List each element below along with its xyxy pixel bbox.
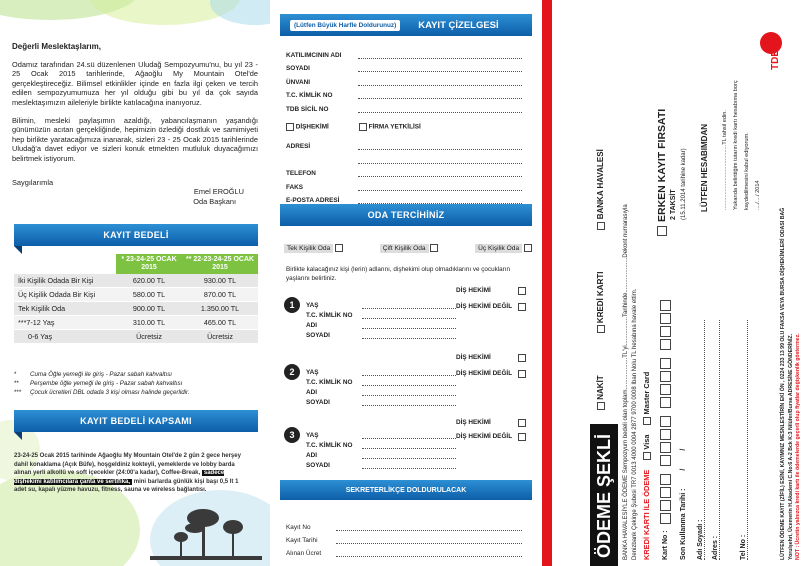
card-payment: KREDİ KARTI İLE ÖDEME Visa Master Card — [642, 371, 652, 560]
dentist-checkbox[interactable] — [286, 123, 294, 131]
room-header — [280, 204, 532, 226]
companion-nondentist-checkbox[interactable] — [518, 433, 526, 441]
bank-text: BANKA HAVALESİYLE ÖDEME Sempozyum bedeli olan toplam...................TL'yi.................Tarihinde.....................Dekont numarasıyla Denizbank Çekirge Şubesi TR7 0013 4000 0004 2877 9700 0008 Iban Nolu TL hesabına havale ettim. — [623, 204, 638, 560]
card-digit-box[interactable] — [660, 513, 671, 524]
registration-title: KAYIT ÇİZELGESİ — [418, 19, 499, 31]
companion-surname-field[interactable] — [362, 460, 456, 469]
leaf-decoration — [210, 0, 270, 25]
registration-note: (Lütfen Büyük Harfle Doldurunuz) — [290, 20, 400, 31]
phone-field[interactable] — [358, 168, 522, 177]
companion-name-field[interactable] — [362, 450, 456, 459]
card-digit-box[interactable] — [660, 500, 671, 511]
scope-title: KAYIT BEDELİ KAPSAMI — [80, 416, 192, 426]
companion-age-field[interactable] — [362, 367, 456, 376]
card-digit-box[interactable] — [660, 416, 671, 427]
firm-checkbox[interactable] — [359, 123, 367, 131]
tdb-logo — [756, 30, 798, 68]
card-digit-box[interactable] — [660, 455, 671, 466]
companion-nondentist-checkbox[interactable] — [518, 370, 526, 378]
tc-id-field[interactable] — [358, 90, 522, 99]
triple-room-checkbox[interactable] — [524, 244, 532, 252]
payment-methods: NAKİT KREDİ KARTI BANKA HAVALESİ — [596, 15, 605, 410]
authorization-text: ..........................................TL tahsil edin. Yukarıda belirttiğim tutarın kredi kartı hesabıma borç kaydedilmesini kabul ediyorum. ..../..../ 2014 — [722, 80, 761, 210]
fax-field[interactable] — [358, 182, 522, 191]
early-registration: ERKEN KAYIT FIRSATI — [656, 6, 668, 236]
card-digit-box[interactable] — [660, 397, 671, 408]
companion-id-field[interactable] — [362, 440, 456, 449]
price-col-2: ** 22-23-24-25 OCAK 2015 — [182, 254, 258, 274]
companion-dentist-checkbox[interactable] — [518, 287, 526, 295]
card-digit-box[interactable] — [660, 326, 671, 337]
reg-no-field[interactable] — [336, 522, 522, 531]
companion-surname-field[interactable] — [362, 397, 456, 406]
secretariat-header — [280, 480, 532, 500]
card-digit-box[interactable] — [660, 384, 671, 395]
card-digit-box[interactable] — [660, 358, 671, 369]
payment-panel — [542, 0, 812, 566]
price-table — [14, 254, 258, 344]
account-title: LÜTFEN HESABIMDAN — [700, 124, 709, 212]
phone-field[interactable]: Tel No : — [740, 320, 748, 560]
bank-transfer-checkbox[interactable] — [597, 222, 605, 230]
payment-title: ÖDEME ŞEKLİ — [594, 433, 614, 558]
companion-dentist-checkbox[interactable] — [518, 419, 526, 427]
companion-age-field[interactable] — [362, 430, 456, 439]
signer-title: Oda Başkanı — [193, 196, 236, 206]
cardholder-name-field[interactable]: Adı Soyadı : — [697, 320, 705, 560]
registration-panel: (Lütfen Büyük Harfle Doldurunuz) KAYIT ÇİZELGESİ KATILIMCININ ADI SOYADI ÜNVANI T.C. KİMLİK NO TDB SİCİL NO DİŞHEKİMİ FİRMA YETKİLİSİ ADRESİ TELEFON FAKS E-POSTA ADRESİ ODA TERCİHİNİZ Tek Kişilik Oda Çift Kişilik Oda Üç Kişilik Oda Birlikte kalacağınız kişi (lerin) adlarını, dişhekimi olup olmadıklarını ve çocukların yaşlarını belirtiniz. 1 DİŞ HEKİMİ DİŞ HEKİMİ DEĞİL YAŞ T.C. KİMLİK NO ADI SOYADI 2 DİŞ HEKİMİ DİŞ HEKİMİ DEĞİL YAŞ T.C. KİMLİK NO ADI SOYADI 3 DİŞ HEKİMİ DİŞ HEKİMİ DEĞİL YAŞ T.C. KİMLİK NO ADI SOYADI SEKRETERLİKÇE DOLDURULACAK Kayıt No Kayıt Tarihi Alınan Ücret — [270, 0, 542, 566]
secretariat-fields: Kayıt No Kayıt Tarihi Alınan Ücret — [286, 518, 522, 557]
card-digit-box[interactable] — [660, 429, 671, 440]
companion-id-field[interactable] — [362, 377, 456, 386]
room-options: Tek Kişilik Oda Çift Kişilik Oda Üç Kişilik Oda — [284, 244, 532, 252]
credit-card-checkbox[interactable] — [597, 325, 605, 333]
email-field[interactable] — [358, 195, 522, 204]
table-row: İki Kişilik Odada Bir Kişi 620.00 TL 930.00 TL — [14, 274, 258, 288]
welcome-panel — [0, 0, 270, 566]
price-notes: * Cuma Öğle yemeği ile giriş - Pazar sabah kahvaltısı ** Perşembe öğle yemeği ile giriş - Pazar sabah kahvaltısı *** Çocuk ücretleri DBL odada 3 kişi olması halinde geçerlidir. — [14, 371, 190, 396]
companion-nondentist-checkbox[interactable] — [518, 303, 526, 311]
companion-name-field[interactable] — [362, 387, 456, 396]
card-digit-box[interactable] — [660, 371, 671, 382]
card-number-row: Kart No : — [660, 260, 671, 560]
card-digit-box[interactable] — [660, 339, 671, 350]
tdb-registry-field[interactable] — [358, 104, 522, 113]
installments: 2 TAKSİT — [670, 189, 677, 220]
card-digit-box[interactable] — [660, 300, 671, 311]
signer-name: Emel EROĞLU — [193, 187, 244, 197]
secretariat-title: SEKRETERLİKÇE DOLDURULACAK — [345, 486, 467, 494]
visa-checkbox[interactable] — [643, 452, 651, 460]
card-digit-box[interactable] — [660, 442, 671, 453]
early-checkbox[interactable] — [657, 226, 667, 236]
fee-field[interactable] — [336, 548, 522, 557]
table-row: ***7-12 Yaş 310.00 TL 465.00 TL — [14, 316, 258, 330]
companion-name-field[interactable] — [362, 320, 456, 329]
letter-paragraph: Odamız tarafından 24.sü düzenlenen Uludağ Sempozyumu'nu, bu yıl 23 - 25 Ocak 2015 tarihlerinde, Ağaoğlu My Mountain Otel'de gerçekleştireceğiz. Bilimsel etkinlikler içinde en fazla ilgi çeken ve tercih edilen sempozyumumuza her yıl olduğu gibi bu yıl da çok sayıda meslektaşımızın aileleriyle birlikte katılacağına inanıyoruz. — [12, 59, 258, 107]
card-digit-box[interactable] — [660, 313, 671, 324]
table-row: 0-6 Yaş Ücretsiz Ücretsiz — [14, 330, 258, 344]
participant-name-field[interactable] — [358, 50, 522, 59]
card-digit-box[interactable] — [660, 487, 671, 498]
companion-surname-field[interactable] — [362, 330, 456, 339]
red-stripe — [542, 0, 552, 566]
address-field[interactable]: Adres : — [712, 320, 720, 560]
early-note: (15.11.2014 tarihine kadar) — [681, 148, 687, 220]
pricing-header — [14, 224, 258, 246]
registration-form: KATILIMCININ ADI SOYADI ÜNVANI T.C. KİMLİK NO TDB SİCİL NO DİŞHEKİMİ FİRMA YETKİLİSİ ADRESİ TELEFON FAKS E-POSTA ADRESİ — [286, 45, 522, 204]
price-col-1: * 23-24-25 OCAK 2015 — [116, 254, 182, 274]
registration-header — [280, 14, 532, 36]
title-field[interactable] — [358, 77, 522, 86]
room-title: ODA TERCİHİNİZ — [367, 210, 445, 220]
mastercard-checkbox[interactable] — [643, 417, 651, 425]
letter-paragraph: Bilimin, mesleki paylaşımın azaldığı, yabancılaşmanın yaşandığı günümüzün acıtan gerçekliğinde, hepimizin özlediği dostluk ve samimiyeti hep birlikte yaratacağımıza inanarak, sizleri 23 - 25 Ocak 2015 tarihlerinde Uludağ'a davet ediyor ve sizleri konuk etmekten mutluluk duyacağımızı belirtmek istiyorum. — [12, 115, 258, 163]
double-room-checkbox[interactable] — [430, 244, 438, 252]
address-field-line2[interactable] — [358, 155, 522, 164]
scope-text: 23-24-25 Ocak 2015 tarihinde Ağaoğlu My Mountain Otel'de 2 gün 2 gece herşey dahil konaklama (Açık Büfe), hoşgeldiniz kokteyli, yemeklerde ve lobby barda alınan yerli alkollü ve soft içecekler (24:00'a kadar), Coffee-Break, sadece dişhekimi katılımcılara çanta ve sertifika, mini barlarda günlük kişi başı 0,5 lt 1 adet su, kapalı yüzme havuzu, fitness, sauna ve wireless bağlantısı. — [14, 453, 241, 494]
cash-checkbox[interactable] — [597, 402, 605, 410]
companion-age-field[interactable] — [362, 300, 456, 309]
companion-id-field[interactable] — [362, 310, 456, 319]
surname-field[interactable] — [358, 63, 522, 72]
closing: Saygılarımla — [12, 177, 54, 187]
tree-silhouette-icon — [150, 500, 262, 560]
single-room-checkbox[interactable] — [335, 244, 343, 252]
card-digit-box[interactable] — [660, 474, 671, 485]
table-row: Tek Kişilik Oda 900.00 TL 1.350.00 TL — [14, 302, 258, 316]
room-instructions: Birlikte kalacağınız kişi (lerin) adlarını, dişhekimi olup olmadıklarını ve çocukların yaşlarını belirtiniz. — [286, 266, 510, 282]
salutation: Değerli Meslektaşlarım, — [12, 42, 101, 51]
reg-date-field[interactable] — [336, 535, 522, 544]
pricing-title: KAYIT BEDELİ — [103, 230, 169, 240]
payment-footer: LÜTFEN ÖDEME KAYIT (ZİFİL) ESİNİ, KAYIMNIZ MESNLESTİRİN EKİ ÖN , 0224 233 13 99 OLU FAKSA VEYA BURSA DİŞHEKİMLERİ ODASI BAĞ Yorulşehri, Ücemerin H.Akademi C.No:6 A-2 Bck K:3 Nilüfer/Bursa ADRESİNE GÖNDERİNİZ. NOT : Ücretin yalnızca kredi kartı ile ödemelerde geçerli olup fiyatlar değişkenlik göstermez. — [780, 207, 802, 560]
scope-header — [14, 410, 258, 432]
companion-dentist-checkbox[interactable] — [518, 354, 526, 362]
logo-text: TDB — [770, 49, 781, 70]
table-row: Üç Kişilik Odada Bir Kişi 580.00 TL 870.00 TL — [14, 288, 258, 302]
address-field[interactable] — [358, 141, 522, 150]
expiry-row: Son Kullanma Tarihi : / / — [680, 448, 687, 560]
